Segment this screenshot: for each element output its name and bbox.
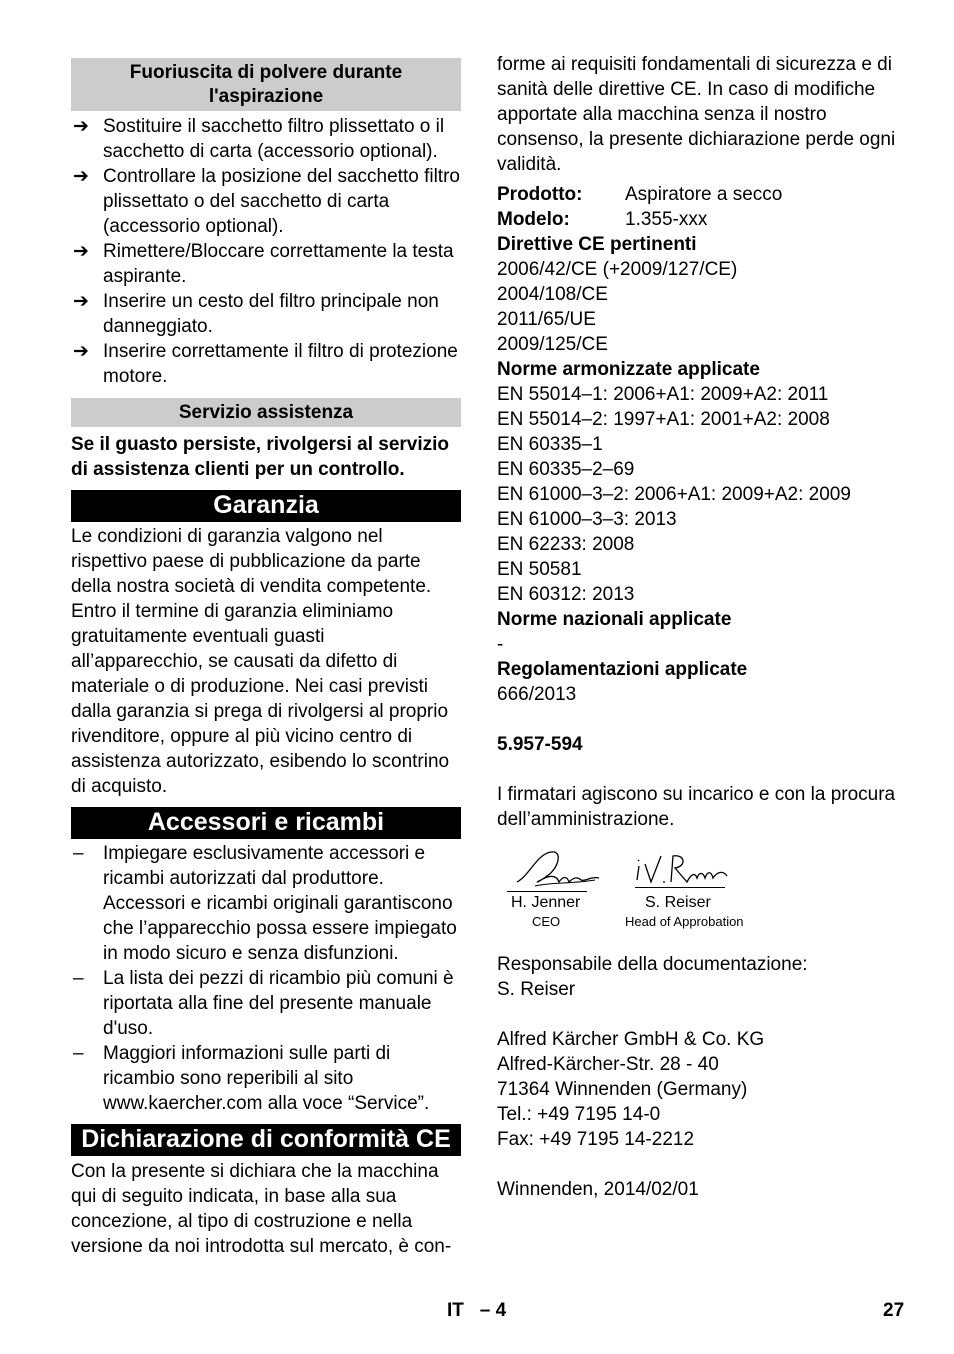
national-value: - bbox=[497, 634, 504, 655]
dust-list bbox=[71, 114, 461, 389]
standard-item: EN 60312: 2013 bbox=[497, 584, 635, 605]
warranty-heading: Garanzia bbox=[71, 490, 461, 522]
regulations-heading: Regolamentazioni applicate bbox=[497, 659, 748, 680]
arrow-right-icon: ➔ bbox=[73, 291, 89, 312]
directive-item: 2011/65/UE bbox=[497, 309, 596, 330]
dash-icon: – bbox=[73, 968, 84, 989]
model-label: Modelo: bbox=[497, 209, 570, 230]
page-number: 27 bbox=[883, 1300, 905, 1321]
service-text: Se il guasto persiste, rivolgersi al servizio di assistenza clienti per un controllo. bbox=[71, 434, 450, 480]
warranty-text: Le condizioni di garanzia valgono nel rispettivo paese di pubblicazione da parte della nostra società di vendita competente. Entro il termine di garanzia eliminiamo gratuitamente eventuali guasti all’apparecchio, se causati da difetto di materiale o di produzione. Nei casi previsti dalla garanzia si prega di rivolgersi al proprio rivenditore, oppure al più vicino centro di assistenza autorizzato, esibendo lo scontrino di acquisto. bbox=[71, 526, 450, 797]
signer-2-role: Head of Approbation bbox=[625, 914, 744, 929]
service-heading: Servizio assistenza bbox=[71, 398, 461, 427]
list-item: – La lista dei pezzi di ricambio più comuni è riportata alla fine del presente manuale d'uso. bbox=[73, 968, 454, 1039]
product-row bbox=[497, 182, 897, 207]
directive-item: 2009/125/CE bbox=[497, 334, 608, 355]
national-heading: Norme nazionali applicate bbox=[497, 609, 732, 630]
standard-item: EN 55014–1: 2006+A1: 2009+A2: 2011 bbox=[497, 384, 829, 405]
responsible-name: S. Reiser bbox=[497, 979, 576, 1000]
company-street: Alfred-Kärcher-Str. 28 - 40 bbox=[497, 1054, 719, 1075]
standard-item: EN 60335–2–69 bbox=[497, 459, 635, 480]
list-item: – Impiegare esclusivamente accessori e ricambi autorizzati dal produttore. Accessori e ricambi originali garantiscono che l’apparecchio possa essere impiegato in modo sicuro e senza disfunzioni. bbox=[73, 843, 457, 964]
place-date: Winnenden, 2014/02/01 bbox=[497, 1179, 699, 1200]
signatories-text: I firmatari agiscono su incarico e con la procura dell’amministrazione. bbox=[497, 784, 896, 830]
company-name: Alfred Kärcher GmbH & Co. KG bbox=[497, 1029, 765, 1050]
accessories-heading: Accessori e ricambi bbox=[71, 807, 461, 839]
directives-heading: Direttive CE pertinenti bbox=[497, 234, 697, 255]
document-number: 5.957-594 bbox=[497, 734, 583, 755]
model-value: 1.355-xxx bbox=[625, 209, 708, 230]
company-city: 71364 Winnenden (Germany) bbox=[497, 1079, 748, 1100]
arrow-right-icon: ➔ bbox=[73, 166, 89, 187]
arrow-right-icon: ➔ bbox=[73, 341, 89, 362]
list-item: ➔ Rimettere/Bloccare correttamente la testa aspirante. bbox=[73, 241, 454, 287]
standard-item: EN 50581 bbox=[497, 559, 582, 580]
signer-1-name: H. Jenner bbox=[511, 894, 581, 911]
list-item: – Maggiori informazioni sulle parti di ricambio sono reperibili al sito www.kaercher.com alla voce “Service”. bbox=[73, 1043, 430, 1114]
list-item: ➔ Inserire un cesto del filtro principale non danneggiato. bbox=[73, 291, 439, 337]
responsible-label: Responsabile della documentazione: bbox=[497, 954, 808, 975]
signature-reiser-icon bbox=[633, 850, 729, 890]
signature-jenner-icon bbox=[511, 846, 601, 894]
right-column bbox=[497, 52, 897, 1202]
list-item: ➔ Controllare la posizione del sacchetto filtro plissettato o del sacchetto di carta (accessorio optional). bbox=[73, 166, 460, 237]
page-language-number: IT – 4 bbox=[447, 1300, 507, 1321]
regulations-value: 666/2013 bbox=[497, 684, 577, 705]
signature-block bbox=[497, 846, 897, 946]
standard-item: EN 62233: 2008 bbox=[497, 534, 635, 555]
dash-icon: – bbox=[73, 1043, 84, 1064]
standard-item: EN 55014–2: 1997+A1: 2001+A2: 2008 bbox=[497, 409, 830, 430]
list-item: ➔ Sostituire il sacchetto filtro plissettato o il sacchetto di carta (accessorio optional). bbox=[73, 116, 445, 162]
arrow-right-icon: ➔ bbox=[73, 116, 89, 137]
declaration-text: Con la presente si dichiara che la macchina qui di seguito indicata, in base alla sua concezione, al tipo di costruzione e nella versione da noi introdotta sul mercato, è con- bbox=[71, 1161, 452, 1257]
accessories-list bbox=[71, 841, 461, 1116]
standard-item: EN 60335–1 bbox=[497, 434, 603, 455]
dust-heading: Fuoriuscita di polvere durante l'aspirazione bbox=[71, 58, 461, 111]
standards-heading: Norme armonizzate applicate bbox=[497, 359, 760, 380]
signature-line bbox=[507, 891, 587, 892]
company-fax: Fax: +49 7195 14-2212 bbox=[497, 1129, 695, 1150]
left-column bbox=[71, 58, 461, 1259]
list-item: ➔ Inserire correttamente il filtro di protezione motore. bbox=[73, 341, 458, 387]
company-phone: Tel.: +49 7195 14-0 bbox=[497, 1104, 661, 1125]
declaration-heading: Dichiarazione di conformità CE bbox=[71, 1124, 461, 1156]
signature-line bbox=[635, 887, 725, 888]
standard-item: EN 61000–3–3: 2013 bbox=[497, 509, 677, 530]
declaration-continued: forme ai requisiti fondamentali di sicurezza e di sanità delle direttive CE. In caso di modifiche apportate alla macchina senza il nostro consenso, la presente dichiarazione perde ogni validità. bbox=[497, 54, 896, 175]
model-row bbox=[497, 207, 897, 232]
directive-item: 2004/108/CE bbox=[497, 284, 608, 305]
signer-1-role: CEO bbox=[532, 914, 561, 929]
arrow-right-icon: ➔ bbox=[73, 241, 89, 262]
signer-2-name: S. Reiser bbox=[645, 894, 711, 911]
directive-item: 2006/42/CE (+2009/127/CE) bbox=[497, 259, 738, 280]
product-value: Aspiratore a secco bbox=[625, 184, 783, 205]
dash-icon: – bbox=[73, 843, 84, 864]
standard-item: EN 61000–3–2: 2006+A1: 2009+A2: 2009 bbox=[497, 484, 851, 505]
product-label: Prodotto: bbox=[497, 184, 583, 205]
